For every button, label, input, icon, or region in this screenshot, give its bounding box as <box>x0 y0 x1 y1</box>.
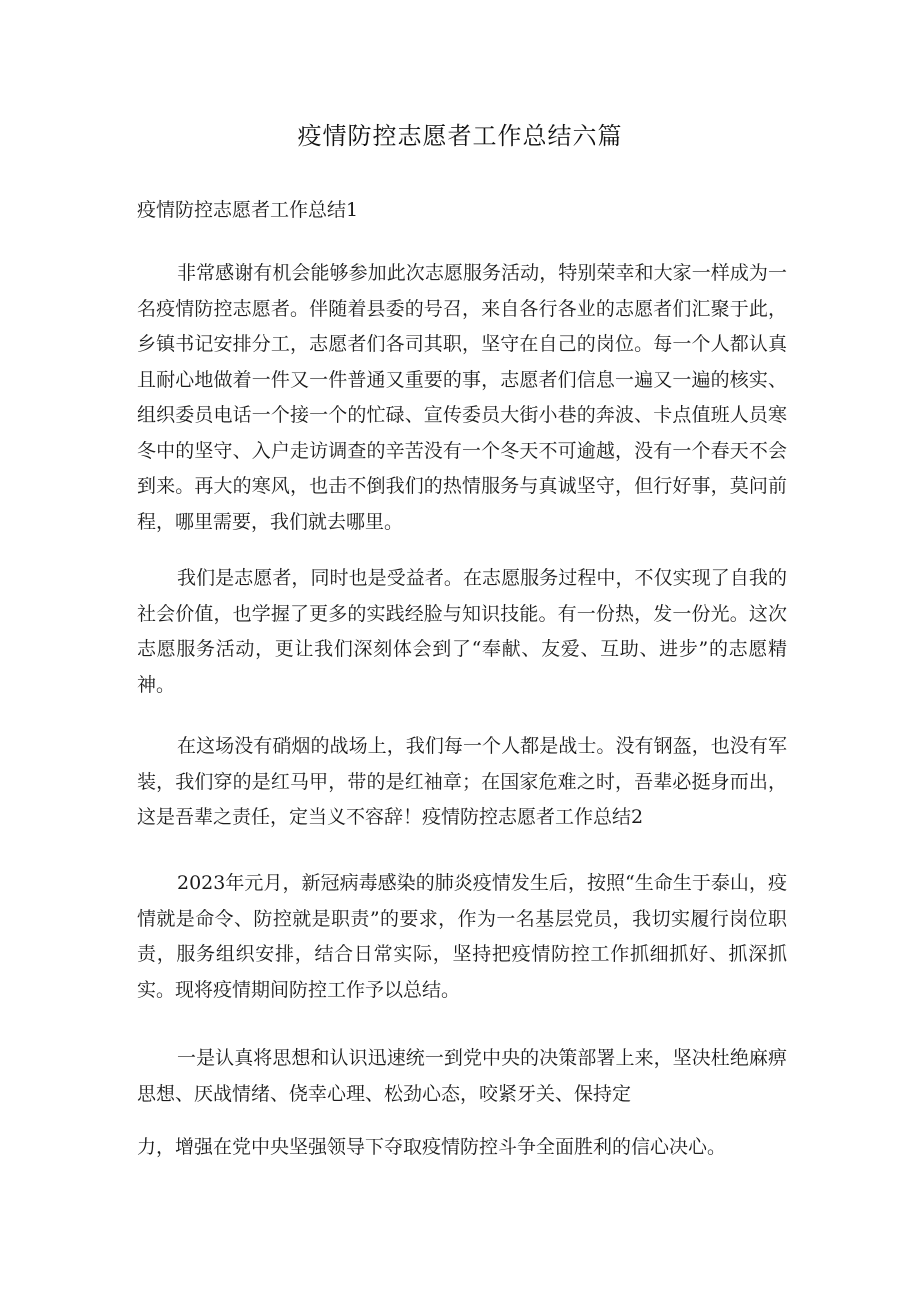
section-heading-1: 疫情防控志愿者工作总结1 <box>137 199 359 221</box>
document-title: 疫情防控志愿者工作总结六篇 <box>297 122 623 150</box>
paragraph-1: 非常感谢有机会能够参加此次志愿服务活动，特别荣幸和大家一样成为一名疫情防控志愿者。伴随着县委的号召，来自各行各业的志愿者们汇聚于此，乡镇书记安排分工，志愿者们各司其职，坚守在自己的岗位。每一个人都认真且耐心地做着一件又一件普通又重要的事，志愿者们信息一遍又一遍的核实、组织委员电话一个接一个的忙碌、宣传委员大街小巷的奔波、卡点值班人员寒冬中的坚守、入户走访调查的辛苦没有一个冬天不可逾越，没有一个春天不会到来。再大的寒风，也击不倒我们的热情服务与真诚坚守，但行好事，莫问前程，哪里需要，我们就去哪里。 <box>137 262 787 533</box>
paragraph-2: 我们是志愿者，同时也是受益者。在志愿服务过程中，不仅实现了自我的社会价值，也学握了更多的实践经脸与知识技能。有一份热，发一份光。这次志愿服务活动，更让我们深刻体会到了“奉献、友爱、互助、进步”的志愿精神。 <box>137 567 787 696</box>
paragraph-5: 一是认真将思想和认识迅速统一到党中央的决策部署上来，坚决杜绝麻痹思想、厌战情绪、侥幸心理、松劲心态，咬紧牙关、保持定 <box>137 1047 787 1105</box>
paragraph-continuation: 力，增强在党中央坚强领导下夺取疫情防控斗争全面胜利的信心决心。 <box>137 1136 727 1158</box>
paragraph-3: 在这场没有硝烟的战场上，我们每一个人都是战士。没有钢盔，也没有军装，我们穿的是红马甲，带的是红袖章；在国家危难之时，吾辈必挺身而出，这是吾辈之责任，定当义不容辞！疫情防控志愿者工作总结2 <box>137 735 787 828</box>
paragraph-4: 2023年元月，新冠病毒感染的肺炎疫情发生后，按照“生命生于泰山，疫情就是命令、防控就是职责”的要求，作为一名基层党员，我切实履行岗位职责，服务组织安排，结合日常实际，坚持把疫情防控工作抓细抓好、抓深抓实。现将疫情期间防控工作予以总结。 <box>137 872 787 1001</box>
